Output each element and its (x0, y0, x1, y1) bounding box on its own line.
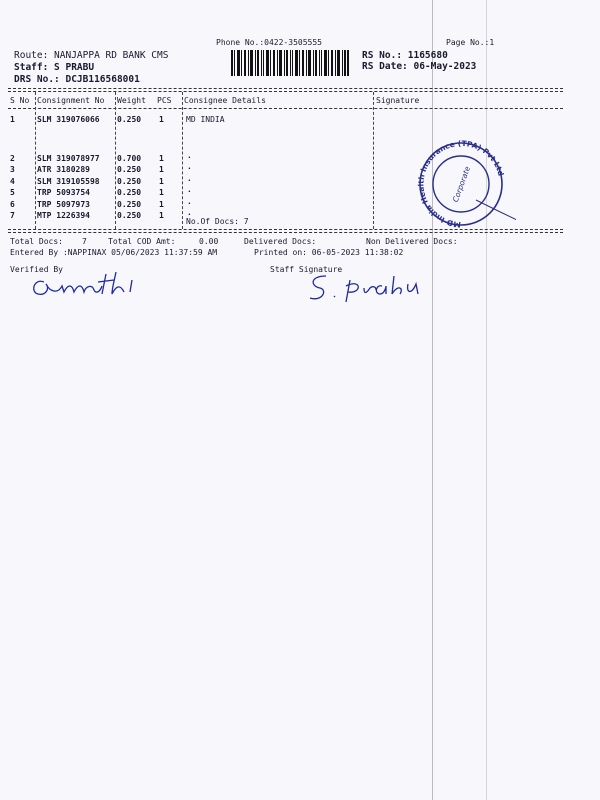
column-header-sno: S No (10, 96, 30, 105)
column-header-weight: Weight (117, 96, 146, 105)
column-header-consignment: Consignment No (37, 96, 105, 105)
table-cell-consignee: . (187, 173, 192, 183)
table-cell-weight: 0.250 (117, 115, 142, 124)
table-cell-sno: 5 (10, 188, 15, 198)
total-cod-label: Total COD Amt: (108, 237, 176, 246)
delivered-docs: Delivered Docs: (244, 237, 317, 246)
table-top-rule (8, 88, 563, 89)
scan-line (432, 0, 433, 800)
header-bottom-rule (8, 108, 563, 109)
table-cell-weight: 0.250 (117, 176, 142, 186)
verified-by-label: Verified By (10, 265, 63, 274)
table-cell-consignment: TRP 5097973 (37, 199, 90, 209)
non-delivered-docs: Non Delivered Docs: (366, 237, 458, 246)
table-cell-pcs: 1 (159, 154, 164, 163)
column-header-consignee: Consignee Details (184, 96, 266, 105)
table-cell-weight: 0.700 (117, 154, 142, 163)
table-cell-consignment: MTP 1226394 (37, 210, 90, 220)
table-cell-weight: 0.250 (117, 165, 142, 175)
rs-date: RS Date: 06-May-2023 (362, 61, 477, 72)
total-docs-label: Total Docs: (10, 237, 63, 246)
page-number: Page No.:1 (446, 38, 495, 47)
column-header-signature: Signature (376, 96, 420, 105)
total-docs-value: 7 (82, 237, 87, 246)
printed-on: Printed on: 06-05-2023 11:38:02 (254, 248, 404, 257)
table-cell-weight: 0.250 (117, 199, 142, 209)
staff-signature-label: Staff Signature (270, 265, 343, 274)
table-column-consignee (187, 150, 192, 218)
table-cell-pcs: 1 (159, 165, 164, 175)
phone-number: Phone No.:0422-3505555 (216, 38, 322, 47)
staff: Staff: S PRABU (14, 62, 95, 73)
table-cell-weight: 0.250 (117, 188, 142, 198)
entered-by: Entered By :NAPPINAX 05/06/2023 11:37:59 AM (10, 248, 218, 257)
rs-number: RS No.: 1165680 (362, 50, 448, 61)
verifier-signature (28, 270, 148, 302)
table-cell-sno: 3 (10, 165, 15, 175)
table-cell-consignee: . (187, 207, 192, 217)
table-cell-pcs: 1 (159, 210, 164, 220)
table-cell-consignee: . (187, 185, 192, 195)
stamp-center-text: Corporate (450, 165, 473, 204)
scan-line (486, 0, 487, 800)
table-cell-consignment: ATR 3180289 (37, 165, 90, 175)
table-cell-sno: 4 (10, 176, 15, 186)
route: Route: NANJAPPA RD BANK CMS (14, 50, 169, 61)
table-cell-consignment: SLM 319105598 (37, 176, 100, 186)
table-cell-consignee: . (187, 196, 192, 206)
table-cell-pcs: 1 (159, 188, 164, 198)
table-cell-pcs: 1 (159, 115, 164, 124)
column-header-pcs: PCS (157, 96, 172, 105)
table-cell-consignee: MD INDIA (186, 115, 225, 124)
table-cell-pcs: 1 (159, 199, 164, 209)
table-top-rule (8, 91, 563, 92)
table-cell-consignee: . (187, 162, 192, 172)
column-divider (373, 92, 374, 229)
no-of-docs: No.Of Docs: 7 (186, 217, 249, 226)
table-column-pcs (159, 153, 164, 221)
drs-number: DRS No.: DCJB116568001 (14, 74, 140, 85)
table-column-consignment (37, 153, 100, 221)
table-cell-sno: 1 (10, 115, 15, 124)
barcode (231, 50, 349, 76)
table-cell-sno: 2 (10, 154, 15, 163)
table-cell-pcs: 1 (159, 176, 164, 186)
table-bottom-rule (8, 232, 563, 233)
column-divider (182, 92, 183, 229)
stamp-text: MD India Health Insurance (TPA) Pvt Ltd (416, 140, 506, 230)
total-cod-value: 0.00 (199, 237, 219, 246)
table-cell-weight: 0.250 (117, 210, 142, 220)
column-divider (35, 92, 36, 229)
table-cell-consignment: SLM 319076066 (37, 115, 100, 124)
table-cell-consignee: . (187, 151, 192, 160)
company-stamp (406, 140, 516, 230)
table-cell-consignment: SLM 319078977 (37, 154, 100, 163)
staff-signature-image (306, 272, 430, 306)
column-divider (115, 92, 116, 229)
table-cell-sno: 6 (10, 199, 15, 209)
table-column-sno (10, 153, 15, 221)
table-column-weight (117, 153, 141, 221)
table-cell-sno: 7 (10, 210, 15, 220)
table-cell-consignment: TRP 5093754 (37, 188, 90, 198)
